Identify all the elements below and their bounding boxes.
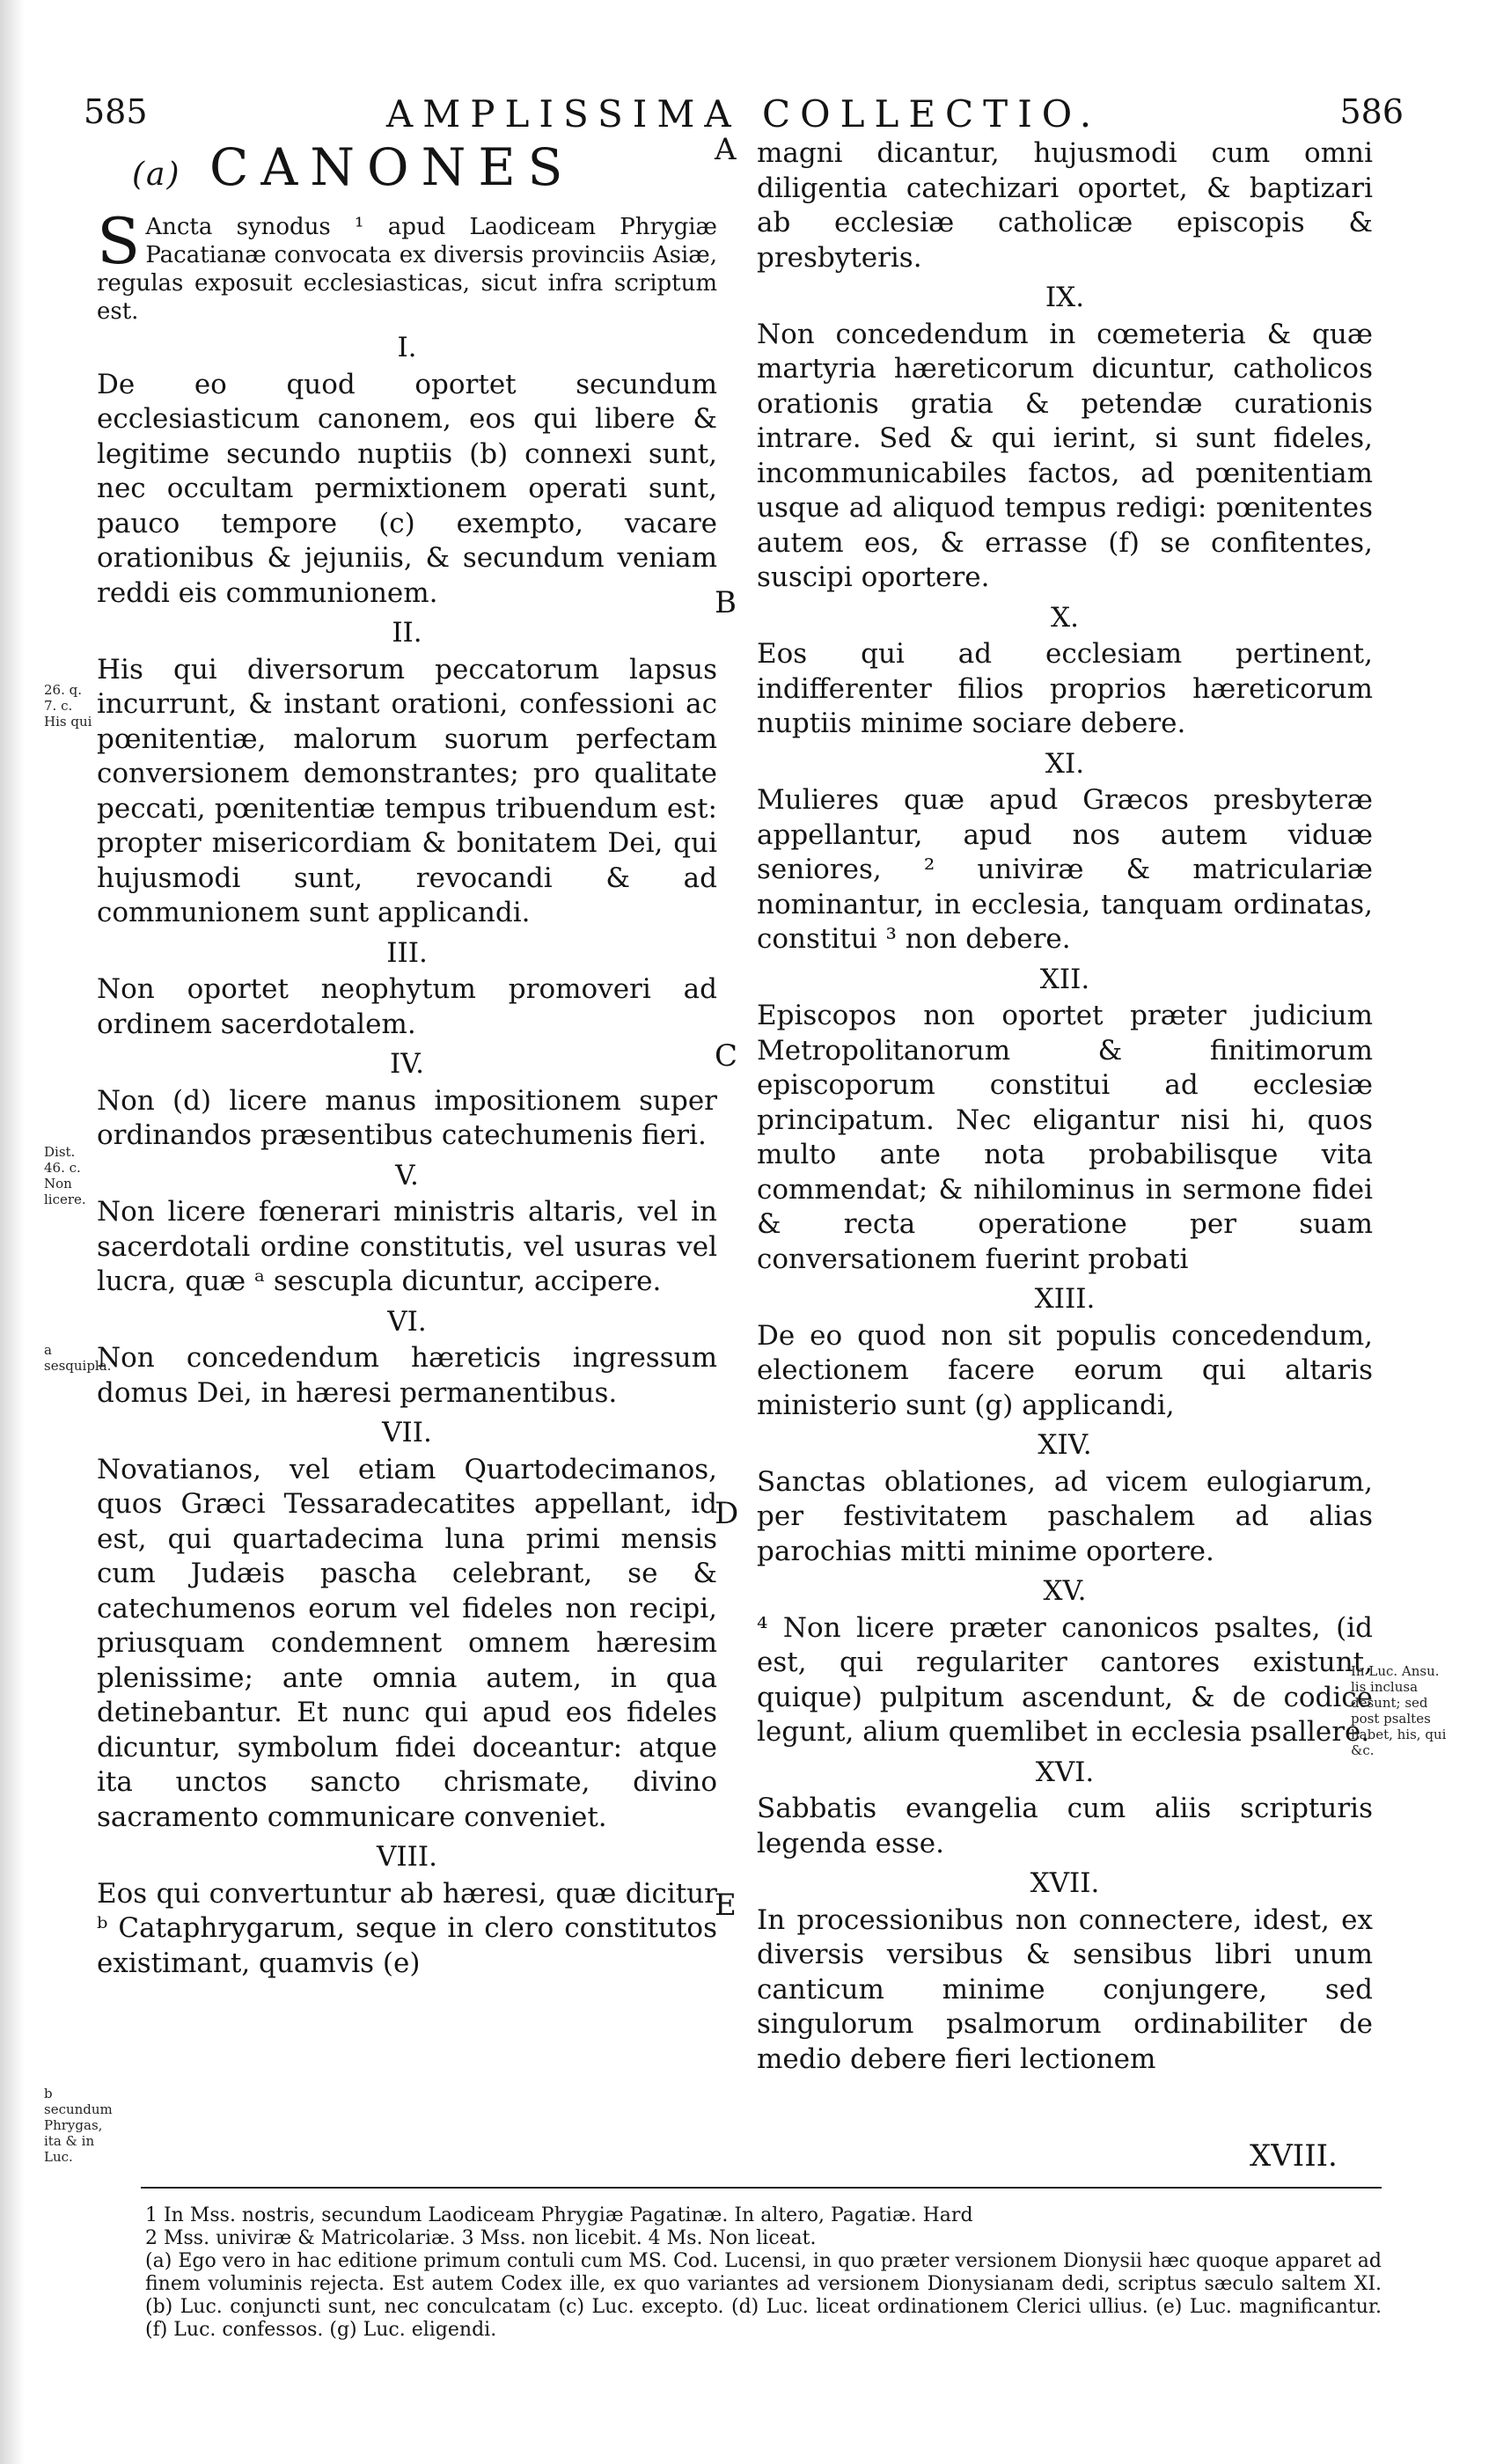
canon-text: De eo quod oportet secundum ecclesiasticum canonem, eos qui libere & legitime secundo nuptiis (b) connexi sunt, nec occultam permixtionem operati sunt, pauco tempore (c) exempto, vacare orationibus & jejuniis, & secundum veniam reddi eis communionem. [97,368,717,609]
canon-text: Non (d) licere manus impositionem super ordinandos præsentibus catechumenis fieri. [97,1084,717,1151]
section-letter-a: A [715,132,737,167]
section-letter-c: C [715,1038,738,1074]
canon-number: IX. [1045,282,1085,313]
margin-note: b secundum Phrygas, ita & in Luc. [44,2086,113,2165]
footnote-divider [141,2187,1382,2189]
page-title: AMPLISSIMA COLLECTIO. [385,92,1102,136]
left-column [97,136,717,1981]
canon-text: De eo quod non sit populis concedendum, electionem facere eorum qui altaris ministerio sunt (g) applicandi, [757,1319,1373,1421]
canon-number: II. [392,617,422,649]
canon-text: Non oportet neophytum promoveri ad ordinem sacerdotalem. [97,973,717,1040]
canon-number: XIV. [1038,1429,1092,1461]
canon-number: IV. [389,1048,425,1080]
canon-text: His qui diversorum peccatorum lapsus incurrunt, & instant orationi, confessioni ac pœnitentiæ, malorum suorum perfectam conversionem demonstrantes; pro qualitate peccati, pœnitentiæ tempus tribuendum est: propter misericordiam & bonitatem Dei, qui hujusmodi sunt, revocandi & ad communionem sunt applicandi. [97,653,717,928]
canon-text: Eos qui convertuntur ab hæresi, quæ dicitur ᵇ Cataphrygarum, seque in clero constitutos existimant, quamvis (e) [97,1877,717,1979]
section-letter-d: D [715,1496,739,1531]
canon-number: XIII. [1034,1283,1096,1315]
canon-number: VII. [382,1417,432,1448]
book-spine-shadow [0,0,25,2464]
canon-text: In processionibus non connectere, idest, ex diversis versibus & sensibus libri unum canticum minime conjungere, sed singulorum psalmorum ordinabiliter de medio debere fieri lectionem [757,1903,1373,2075]
canon-number: X. [1051,601,1079,634]
canon-number: VI. [387,1305,427,1338]
intro-paragraph [97,204,717,326]
running-head [84,92,1404,136]
canon-number: I. [397,332,417,363]
footnote-line: (a) Ego vero in hac editione primum contuli cum MS. Cod. Lucensi, in quo præter versionem Dionysii hæc quoque apparet ad finem voluminis rejecta. Est autem Codex ille, ex quo variantes ad versionem Dionysianam dedi, scriptus sæculo saltem XI. (b) Luc. conjuncti sunt, nec conculcatam (c) Luc. excepto. (d) Luc. liceat ordinationem Clerici ullius. (e) Luc. magnificantur. (f) Luc. confessos. (g) Luc. eligendi. [145,2250,1382,2341]
canon-text: Non licere fœnerari ministris altaris, vel in sacerdotali ordine constitutis, vel usuras vel lucra, quæ ᵃ sescupla dicuntur, accipere. [97,1196,717,1297]
canon-text: ⁴ Non licere præter canonicos psaltes, (id est, qui regulariter cantores existunt, quique) pulpitum ascendunt, & de codice legunt, alium quemlibet in ecclesia psallere. [757,1611,1373,1748]
canon-number: XI. [1045,747,1085,780]
canon-text: Eos qui ad ecclesiam pertinent, indifferenter filios proprios hæreticorum nuptiis minime sociare debere. [757,638,1373,739]
canon-number: VIII. [377,1841,437,1873]
canon-text: Mulieres quæ apud Græcos presbyteræ appellantur, apud nos autem viduæ seniores, ² univiræ & matriculariæ nominantur, in ecclesia, tanquam ordinatas, constitui ³ non debere. [757,784,1373,955]
intro-text: Ancta synodus ¹ apud Laodiceam Phrygiæ Pacatianæ convocata ex diversis provinciis Asiæ, regulas exposuit ecclesiasticas, sicut infra scriptum est. [97,214,717,325]
canon-text: Novatianos, vel etiam Quartodecimanos, quos Græci Tessaradecatites appellant, id est, qui quartadecima luna primi mensis cum Judæis pascha celebrant, se & catechumenos eorum vel fideles non recipi, priusquam condemnent omnem hæresim plenissime; ante omnia autem, in qua detinebantur. Et nunc qui apud eos fideles dicuntur, symbolum fidei doceantur: atque ita unctos sancto chrismate, divino sacramento communicare conveniet. [97,1453,717,1833]
canon-number: XV. [1043,1575,1087,1607]
margin-note: In Luc. Ansu. lis inclusa desunt; sed post psaltes habet, his, qui &c. [1351,1663,1447,1758]
canon-number: XVII. [1030,1867,1100,1899]
footnote-line: 2 Mss. univiræ & Matricolariæ. 3 Mss. non licebit. 4 Ms. Non liceat. [145,2227,817,2249]
right-page-number: 586 [1339,92,1404,131]
footnote-line: 1 In Mss. nostris, secundum Laodiceam Phrygiæ Pagatinæ. In altero, Pagatiæ. Hard [145,2204,973,2226]
canon-number: III. [386,936,428,969]
right-column [757,136,1373,2077]
canon-number: XVI. [1035,1756,1095,1788]
canon-text: Sabbatis evangelia cum aliis scripturis legenda esse. [757,1793,1373,1859]
canones-title [132,136,717,206]
canon-number: XII. [1039,963,1090,995]
continued-text: magni dicantur, hujusmodi cum omni diligentia catechizari oportet, & baptizari ab ecclesiæ catholicæ episcopis & presbyteris. [757,137,1373,274]
canon-text: Episcopos non oportet præter judicium Metropolitanorum & finitimorum episcoporum constitui ad ecclesiæ principatum. Nec eligantur nisi hi, quos multo ante nota probabilisque vita commendat; & nihilominus in sermone fidei & recta operatione per suam conversationem fuerint probati [757,1000,1373,1275]
section-letter-b: B [715,585,737,620]
title-footnote-mark: (a) [132,157,181,193]
canon-text: Non concedendum in cœmeteria & quæ martyria hæreticorum dicuntur, catholicos orationis gratia & petendæ curationis intrare. Sed & qui ierint, si sunt fideles, incommunicabiles factos, ad pœnitentiam usque ad aliquod tempus redigi: pœnitentes autem eos, & errasse (f) se confitentes, suscipi oportere. [757,318,1373,593]
drop-cap: S [97,204,141,278]
catchword: XVIII. [1250,2138,1338,2174]
section-letter-e: E [715,1888,737,1923]
margin-note: 26. q. 7. c. His qui [44,682,92,730]
canon-number: V. [395,1159,419,1192]
margin-note: a sesquipla. [44,1342,112,1374]
footnotes [145,2204,1382,2342]
canon-text: Sanctas oblationes, ad vicem eulogiarum, per festivitatem paschalem ad alias parochias mitti minime oportere. [757,1465,1373,1567]
left-page-number: 585 [84,92,148,131]
canon-text: Non concedendum hæreticis ingressum domus Dei, in hæresi permanentibus. [97,1342,717,1409]
margin-note: Dist. 46. c. Non licere. [44,1144,86,1207]
title-text: CANONES [209,137,576,197]
